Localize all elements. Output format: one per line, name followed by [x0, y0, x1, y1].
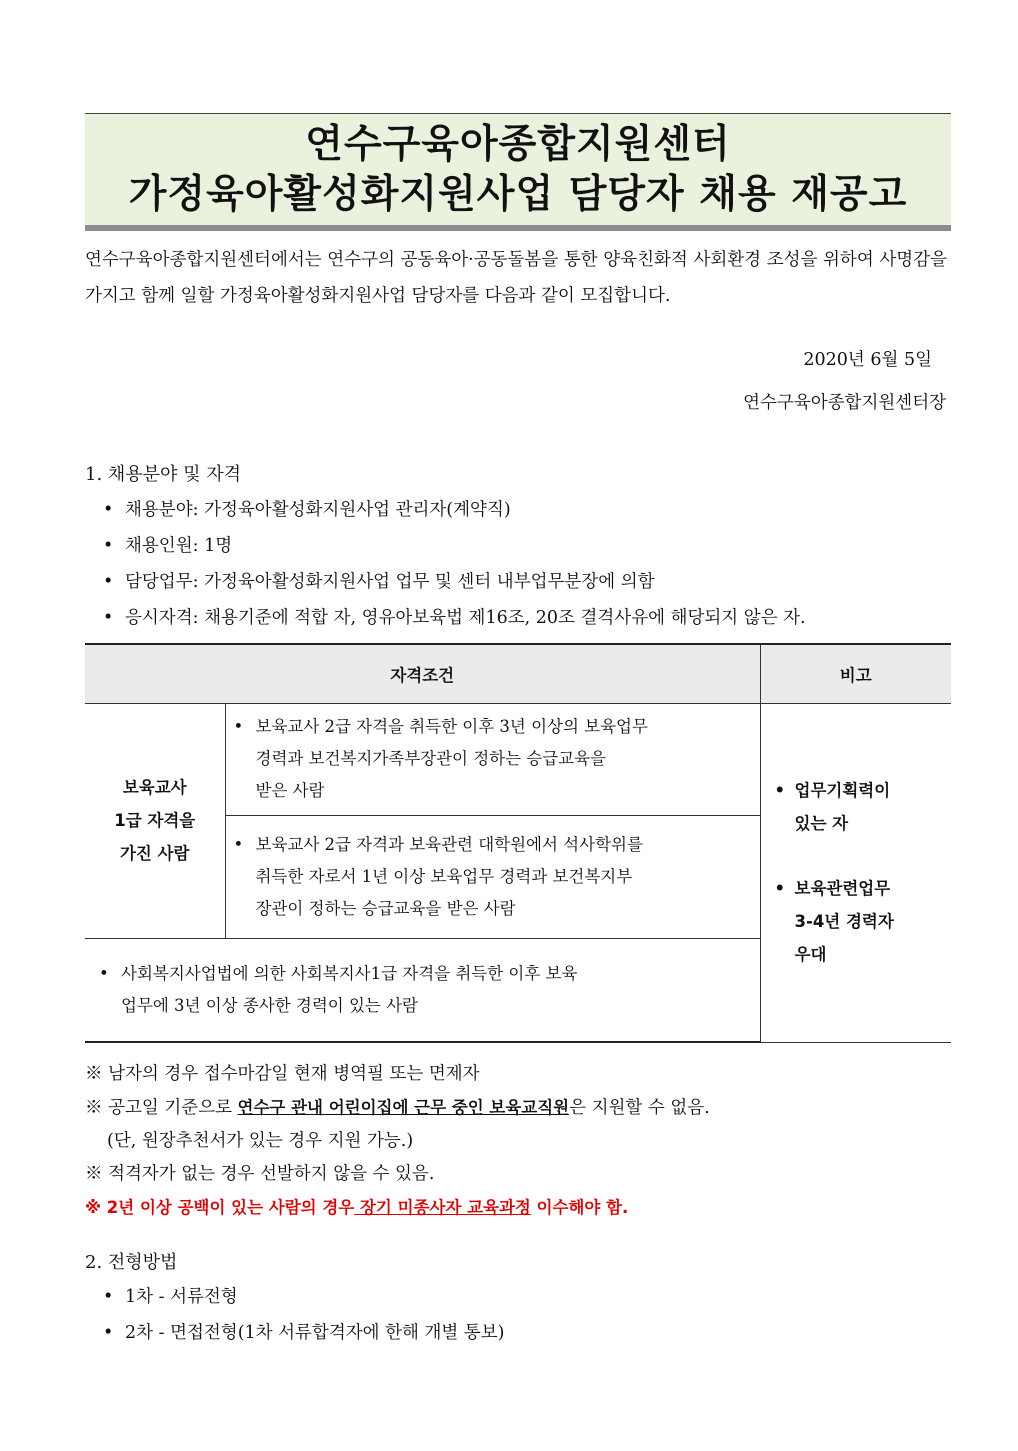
title-box	[85, 113, 951, 231]
header-conditions: 자격조건	[85, 644, 760, 703]
remarks-cell: • 업무기획력이 있는 자 • 보육관련업무 3-4년 경력자 우대	[760, 703, 951, 1042]
section-2-title: 2. 전형방법	[85, 1252, 178, 1273]
list-item: • 채용인원: 1명	[103, 536, 233, 556]
section-2-list	[103, 1279, 949, 1351]
qualification-table	[85, 643, 951, 1043]
list-item: • 2차 - 면접전형(1차 서류합격자에 한해 개별 통보)	[103, 1323, 505, 1343]
list-item: • 응시자격: 채용기준에 적합 자, 영유아보육법 제16조, 20조 결격사유에 해당되지 않은 자.	[103, 608, 806, 628]
intro-paragraph: 연수구육아종합지원센터에서는 연수구의 공동육아·공동돌봄을 통한 양육친화적 사회환경 조성을 위하여 사명감을 가지고 함께 일할 가정육아활성화지원사업 담당자를 다음과 같이 모집합니다.	[85, 250, 947, 306]
title-line-2: 가정육아활성화지원사업 담당자 채용 재공고	[128, 171, 908, 217]
header-remarks: 비고	[760, 644, 951, 703]
list-item: • 1차 - 서류전형	[103, 1287, 238, 1307]
notes	[85, 1058, 955, 1224]
teacher-1st-grade-label: 보육교사 1급 자격을 가진 사람	[85, 703, 225, 938]
announcement-date: 2020년 6월 5일	[803, 350, 932, 370]
note-2-sub: (단, 원장추천서가 있는 경우 지원 가능.)	[107, 1131, 414, 1151]
note-1: ※ 남자의 경우 접수마감일 현재 병역필 또는 면제자	[85, 1064, 480, 1084]
note-2: ※ 공고일 기준으로 연수구 관내 어린이집에 근무 중인 보육교직원은 지원할 수 없음.	[85, 1098, 710, 1118]
note-3: ※ 적격자가 없는 경우 선발하지 않을 수 있음.	[85, 1164, 435, 1184]
condition-2: • 보육교사 2급 자격과 보육관련 대학원에서 석사학위를 취득한 자로서 1년 이상 보육업무 경력과 보건복지부 장관이 정하는 승급교육을 받은 사람	[225, 815, 760, 938]
condition-1: • 보육교사 2급 자격을 취득한 이후 3년 이상의 보육업무 경력과 보건복지가족부장관이 정하는 승급교육을 받은 사람	[225, 703, 760, 815]
title-line-1: 연수구육아종합지원센터	[305, 121, 731, 167]
note-4-alert: ※ 2년 이상 공백이 있는 사람의 경우 장기 미종사자 교육과정 이수해야 함.	[85, 1198, 629, 1217]
section-1-title: 1. 채용분야 및 자격	[85, 464, 242, 485]
condition-3: • 사회복지사업법에 의한 사회복지사1급 자격을 취득한 이후 보육 업무에 3년 이상 종사한 경력이 있는 사람	[85, 938, 760, 1042]
list-item: • 담당업무: 가정육아활성화지원사업 업무 및 센터 내부업무분장에 의함	[103, 572, 655, 592]
issuer: 연수구육아종합지원센터장	[743, 393, 946, 413]
section-1-list	[103, 492, 949, 636]
list-item: • 채용분야: 가정육아활성화지원사업 관리자(계약직)	[103, 500, 511, 520]
